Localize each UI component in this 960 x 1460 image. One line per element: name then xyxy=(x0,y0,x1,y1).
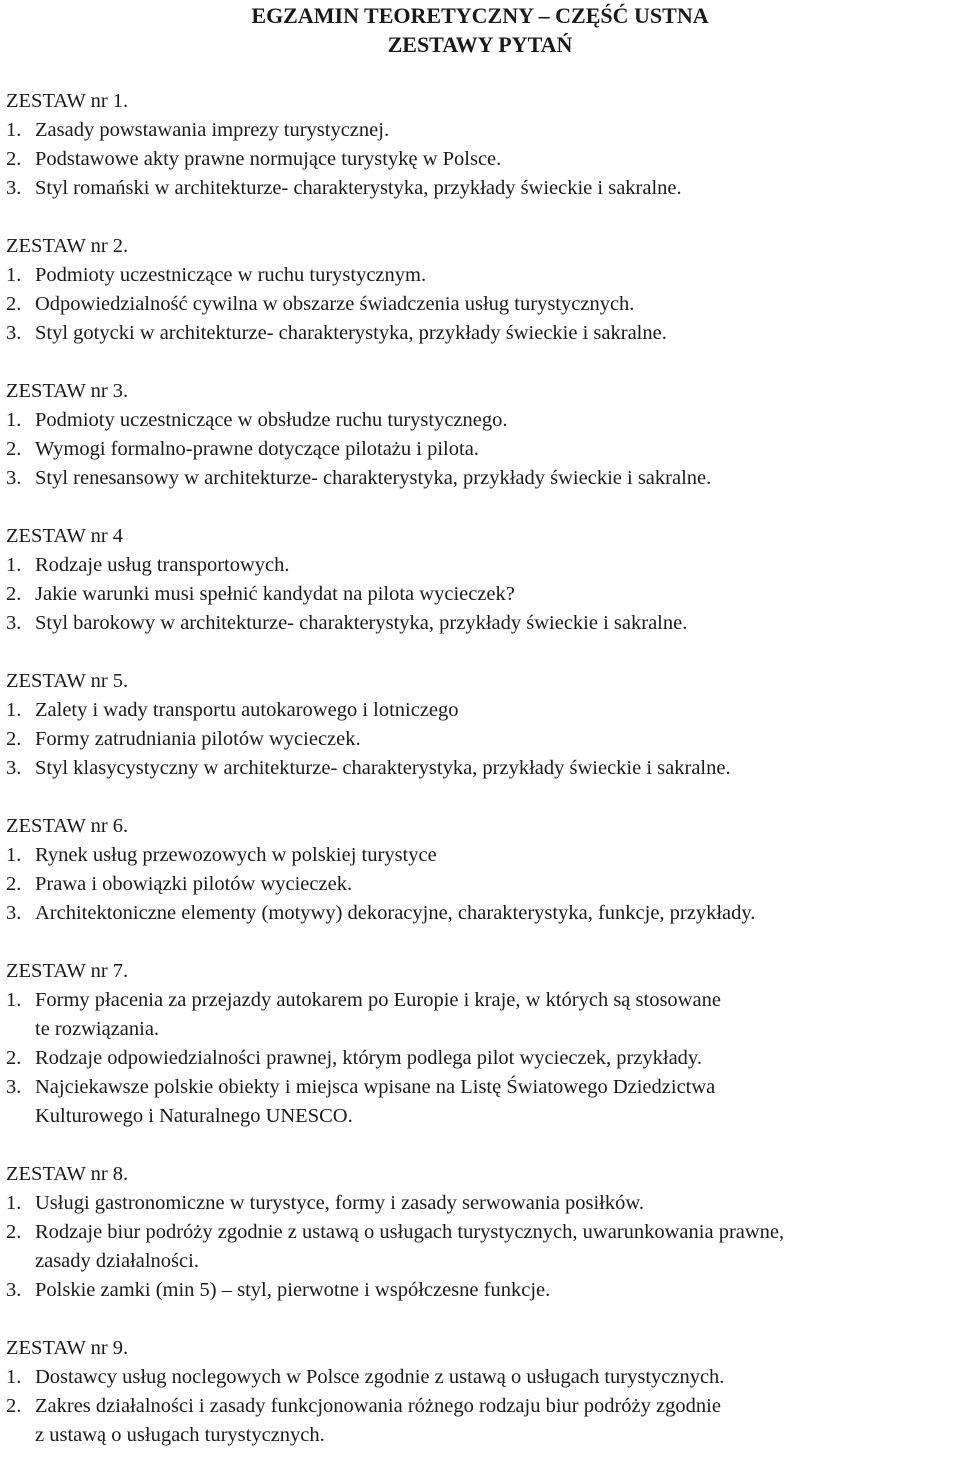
question-text: Styl klasycystyczny w architekturze- charakterystyka, przykłady świeckie i sakralne. xyxy=(35,757,731,779)
question-text: Rodzaje usług transportowych. xyxy=(35,554,290,576)
set-header: ZESTAW nr 5. xyxy=(6,670,129,692)
question-item xyxy=(6,1392,721,1421)
question-text: Podmioty uczestniczące w obsłudze ruchu turystycznego. xyxy=(35,409,508,431)
set-header: ZESTAW nr 8. xyxy=(6,1163,129,1185)
question-text: Dostawcy usług noclegowych w Polsce zgodnie z ustawą o usługach turystycznych. xyxy=(35,1366,725,1388)
question-item xyxy=(6,406,508,435)
question-text: Styl romański w architekturze- charakterystyka, przykłady świeckie i sakralne. xyxy=(35,177,682,199)
question-number: 3. xyxy=(6,467,22,489)
question-text: Polskie zamki (min 5) – styl, pierwotne i współczesne funkcje. xyxy=(35,1279,551,1301)
question-number: 1. xyxy=(6,554,22,576)
question-number: 3. xyxy=(6,322,22,344)
question-number: 3. xyxy=(6,1076,22,1098)
question-item xyxy=(6,899,755,928)
question-text: Styl barokowy w architekturze- charakterystyka, przykłady świeckie i sakralne. xyxy=(35,612,688,634)
question-number: 3. xyxy=(6,1279,22,1301)
set-header: ZESTAW nr 7. xyxy=(6,960,129,982)
question-text: Jakie warunki musi spełnić kandydat na pilota wycieczek? xyxy=(35,583,515,605)
question-number: 2. xyxy=(6,1047,22,1069)
question-text: Architektoniczne elementy (motywy) dekoracyjne, charakterystyka, funkcje, przykłady. xyxy=(35,902,756,924)
question-number: 3. xyxy=(6,902,22,924)
question-text: Styl renesansowy w architekturze- charakterystyka, przykłady świeckie i sakralne. xyxy=(35,467,712,489)
question-text: Odpowiedzialność cywilna w obszarze świadczenia usług turystycznych. xyxy=(35,293,635,315)
question-item xyxy=(6,696,459,725)
question-number: 1. xyxy=(6,699,22,721)
question-item xyxy=(6,841,437,870)
question-text: Styl gotycki w architekturze- charakterystyka, przykłady świeckie i sakralne. xyxy=(35,322,667,344)
question-item xyxy=(6,551,290,580)
question-text: Podstawowe akty prawne normujące turystykę w Polsce. xyxy=(35,148,502,170)
question-number: 1. xyxy=(6,1192,22,1214)
question-text: Formy płacenia za przejazdy autokarem po Europie i kraje, w których są stosowane xyxy=(35,989,721,1011)
question-text: Rodzaje odpowiedzialności prawnej, którym podlega pilot wycieczek, przykłady. xyxy=(35,1047,702,1069)
question-item xyxy=(6,290,634,319)
question-number: 3. xyxy=(6,612,22,634)
question-item xyxy=(6,464,711,493)
question-text-continuation: z ustawą o usługach turystycznych. xyxy=(35,1424,325,1446)
question-text: Wymogi formalno-prawne dotyczące pilotażu i pilota. xyxy=(35,438,479,460)
document-title: EGZAMIN TEORETYCZNY – CZĘŚĆ USTNA xyxy=(251,3,709,28)
question-number: 1. xyxy=(6,264,22,286)
question-number: 1. xyxy=(6,989,22,1011)
question-text-continuation: te rozwiązania. xyxy=(35,1018,160,1040)
question-item xyxy=(6,1218,784,1247)
question-item xyxy=(6,1044,702,1073)
question-item xyxy=(6,116,389,145)
question-text: Rodzaje biur podróży zgodnie z ustawą o usługach turystycznych, uwarunkowania prawne, xyxy=(35,1221,785,1243)
set-header: ZESTAW nr 1. xyxy=(6,90,129,112)
question-text: Rynek usług przewozowych w polskiej turystyce xyxy=(35,844,437,866)
question-text: Usługi gastronomiczne w turystyce, formy i zasady serwowania posiłków. xyxy=(35,1192,644,1214)
question-item xyxy=(6,145,501,174)
question-item xyxy=(6,609,687,638)
question-text: Zasady powstawania imprezy turystycznej. xyxy=(35,119,390,141)
question-item xyxy=(6,725,361,754)
document-subtitle: ZESTAWY PYTAŃ xyxy=(387,32,573,57)
question-item xyxy=(6,580,515,609)
question-text: Podmioty uczestniczące w ruchu turystycznym. xyxy=(35,264,427,286)
question-item xyxy=(6,1189,644,1218)
question-item xyxy=(6,870,352,899)
set-header: ZESTAW nr 2. xyxy=(6,235,129,257)
set-header: ZESTAW nr 9. xyxy=(6,1337,129,1359)
question-text: Zakres działalności i zasady funkcjonowania różnego rodzaju biur podróży zgodnie xyxy=(35,1395,721,1417)
question-item xyxy=(6,1276,550,1305)
question-item xyxy=(6,174,682,203)
question-number: 3. xyxy=(6,177,22,199)
question-number: 2. xyxy=(6,1395,22,1417)
question-number: 1. xyxy=(6,844,22,866)
question-number: 1. xyxy=(6,119,22,141)
question-number: 1. xyxy=(6,1366,22,1388)
question-item xyxy=(6,319,667,348)
question-number: 2. xyxy=(6,873,22,895)
question-item xyxy=(6,986,721,1015)
question-number: 2. xyxy=(6,583,22,605)
question-item xyxy=(6,754,731,783)
question-item xyxy=(6,1363,724,1392)
question-number: 3. xyxy=(6,757,22,779)
question-item xyxy=(6,435,479,464)
question-number: 1. xyxy=(6,409,22,431)
set-header: ZESTAW nr 6. xyxy=(6,815,129,837)
question-number: 2. xyxy=(6,148,22,170)
question-text-continuation: Kulturowego i Naturalnego UNESCO. xyxy=(35,1105,353,1127)
question-number: 2. xyxy=(6,293,22,315)
question-item xyxy=(6,1073,715,1102)
question-number: 2. xyxy=(6,1221,22,1243)
question-text-continuation: zasady działalności. xyxy=(35,1250,199,1272)
question-number: 2. xyxy=(6,438,22,460)
question-text: Zalety i wady transportu autokarowego i lotniczego xyxy=(35,699,459,721)
set-header: ZESTAW nr 3. xyxy=(6,380,129,402)
set-header: ZESTAW nr 4 xyxy=(6,525,124,547)
question-text: Prawa i obowiązki pilotów wycieczek. xyxy=(35,873,353,895)
question-item xyxy=(6,261,426,290)
question-number: 2. xyxy=(6,728,22,750)
question-text: Najciekawsze polskie obiekty i miejsca wpisane na Listę Światowego Dziedzictwa xyxy=(35,1076,716,1098)
question-text: Formy zatrudniania pilotów wycieczek. xyxy=(35,728,361,750)
